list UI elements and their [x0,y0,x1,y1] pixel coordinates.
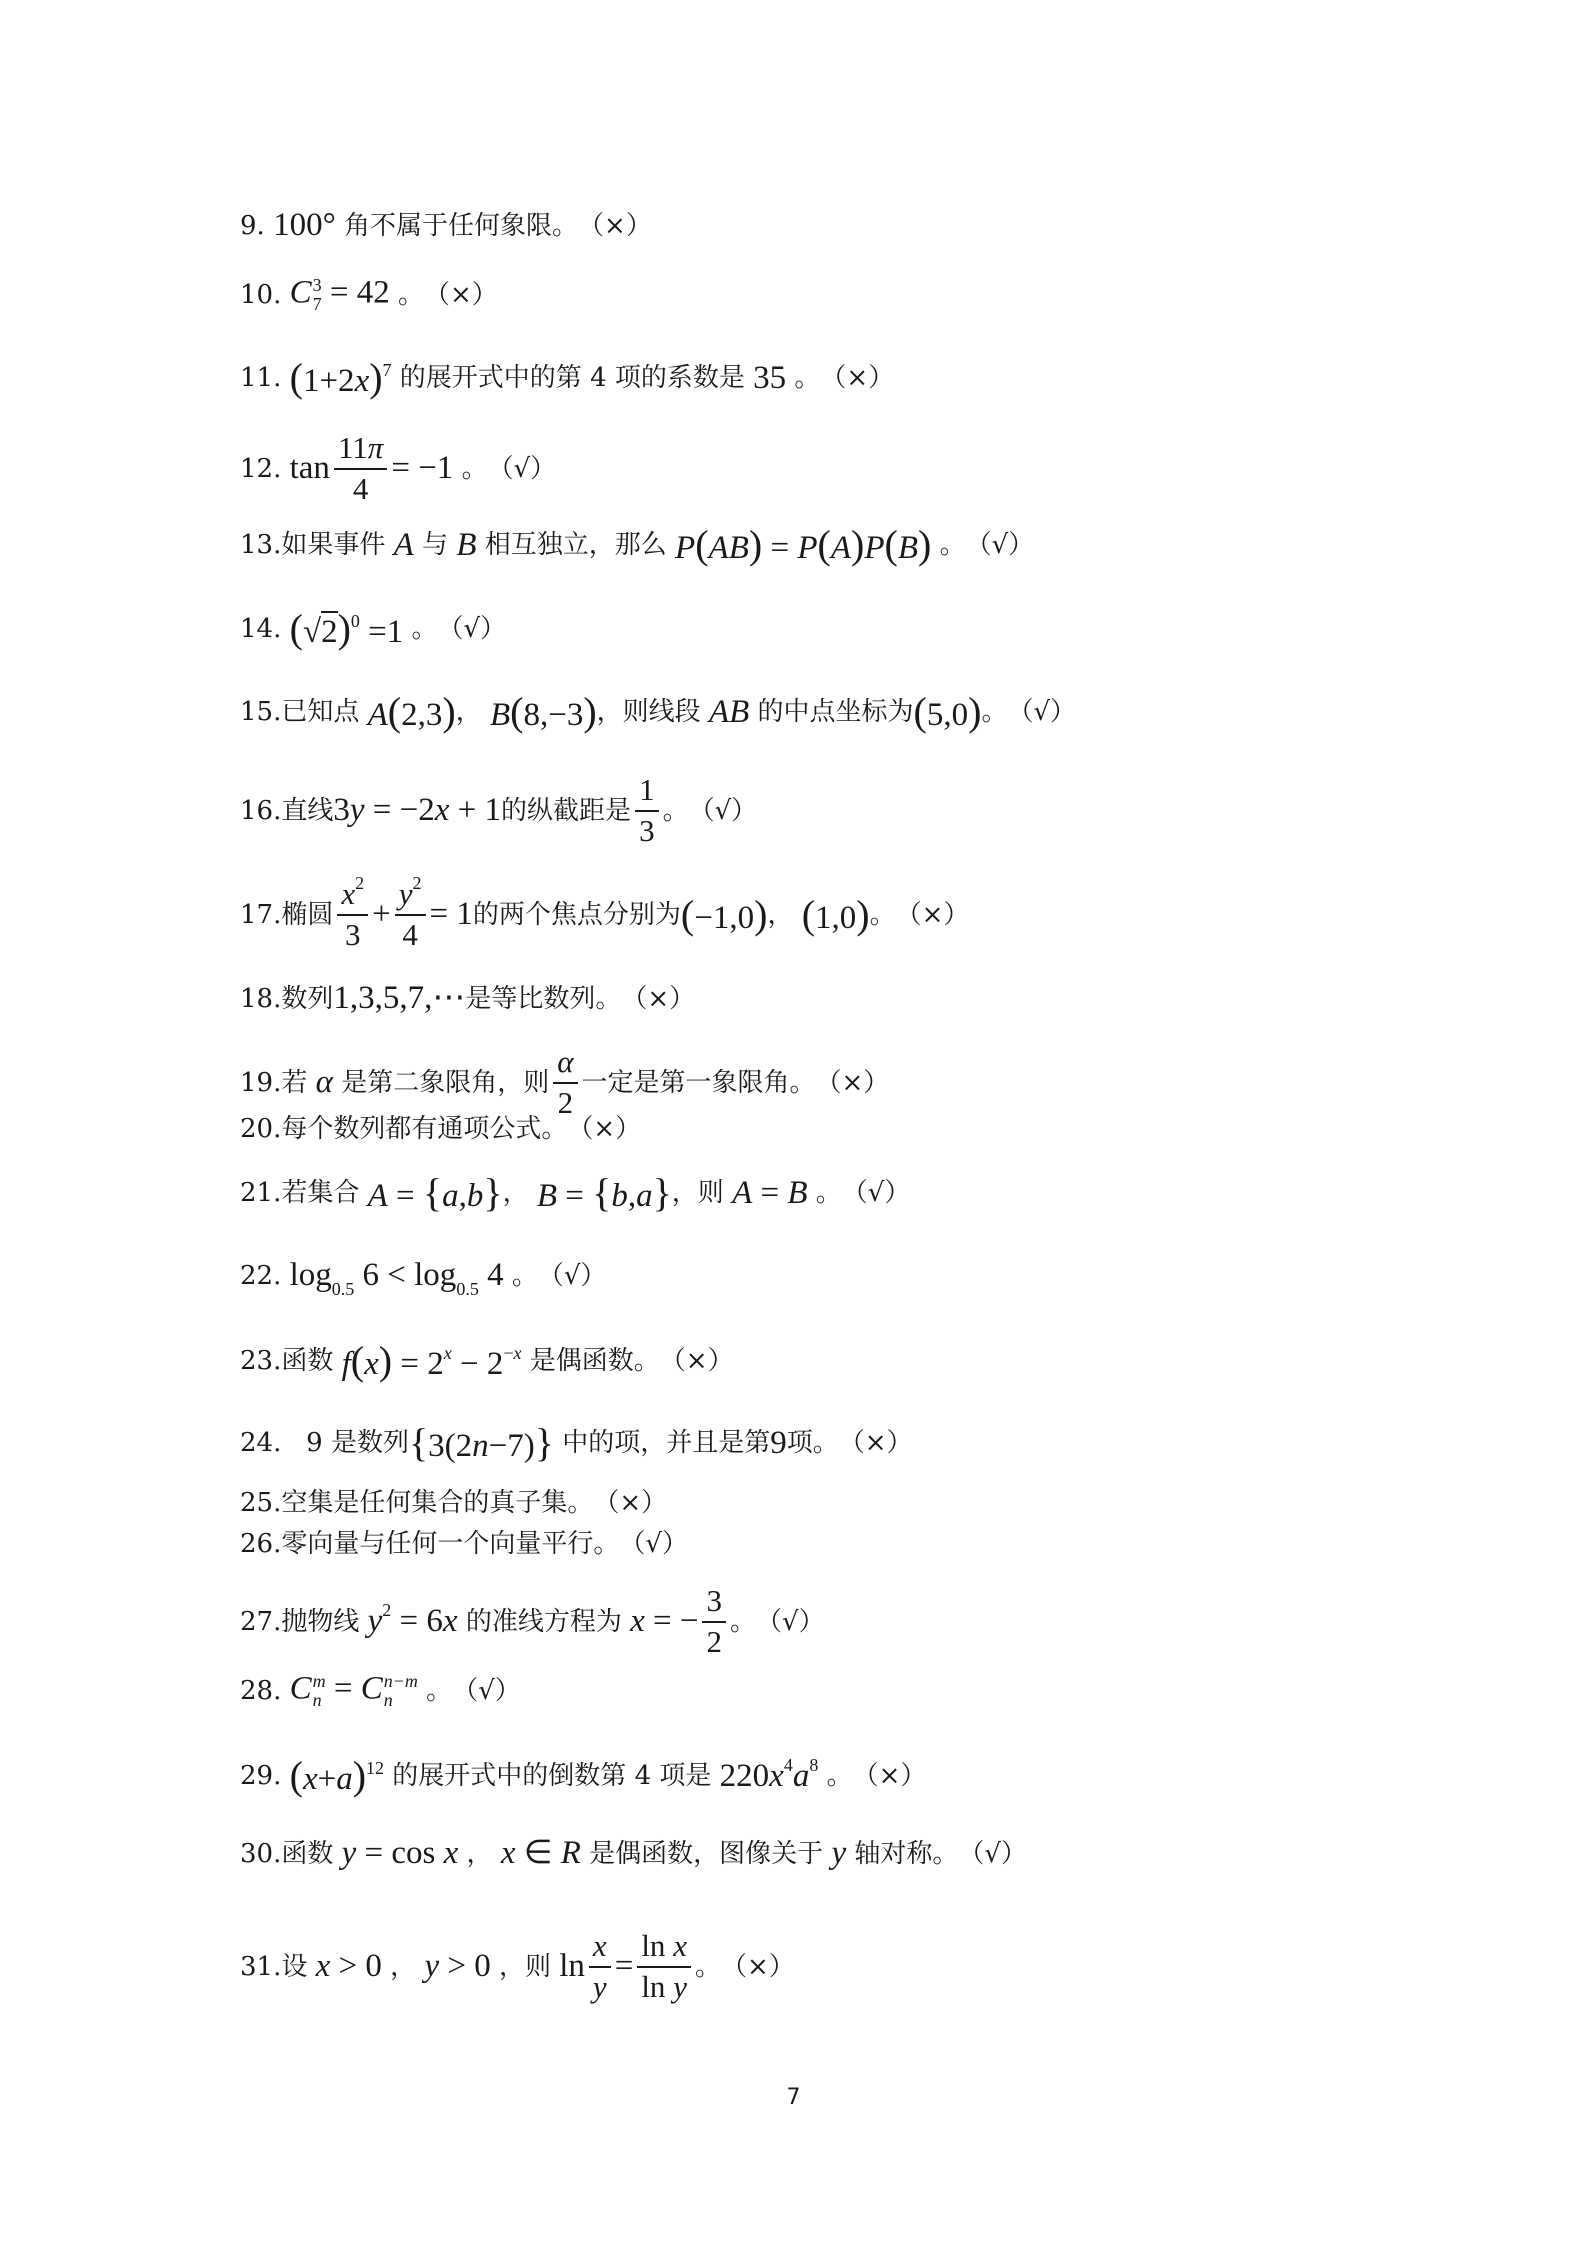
item-19: 19. 若 α 是第二象限角，则 $\frac{\alpha}{2}$ 一定是第一象限角。 （×） [240,1044,890,1120]
item-16: 16. 直线 3y = −2x + 1 的纵截距是 $\frac{1}{3}$ 。 （√） [240,772,758,848]
item-22: 22. $\log_{0.5} 6 < \log_{0.5} 4$ 。 （√） [240,1257,607,1299]
item-26: 26. 零向量与任何一个向量平行。 （√） [240,1529,688,1559]
item-24: 24. 9 是数列 {3(2n−7)} 中的项，并且是第 9 项。 （×） [240,1420,913,1465]
item-28: 28. C m n = C n−m n 。 （√） [240,1670,521,1710]
item-9: 9. 100° 角不属于任何象限。 （×） [240,207,652,243]
item-25: 25. 空集是任何集合的真子集。 （×） [240,1488,668,1518]
item-27: 27. 抛物线 $y^2 = 6x$ 的准线方程为 x = − $\frac{3}{2}$ 。 （√） [240,1583,825,1659]
item-18: 18. 数列 1,3,5,7,⋯ 是等比数列。 （×） [240,980,696,1016]
item-29: 29. $(x+a)^{12}$ 的展开式中的倒数第 4 项是 $220x^4a^8$ 。 （×） [240,1753,927,1798]
item-20: 20. 每个数列都有通项公式。 （×） [240,1114,642,1144]
item-23: 23. 函数 $f(x) = 2^x - 2^{-x}$ 是偶函数。 （×） [240,1338,734,1383]
item-21: 21. 若集合 A = {a,b} ， B = {b,a} ，则 A = B 。 （√） [240,1170,911,1215]
page-number: 7 [786,2085,801,2110]
item-17: 17. 椭圆 $\frac{x^2}{3}$ + $\frac{y^2}{4}$ = 1 的两个焦点分别为 (−1,0) ， (1,0) 。 （×） [240,873,970,952]
item-11: 11. $(1+2x)^7$ 的展开式中的第 4 项的系数是 35 。 （×） [240,355,895,400]
item-15: 15. 已知点 A(2,3) ， B(8,−3) ，则线段 AB 的中点坐标为 (5,0) 。 （√） [240,689,1077,734]
item-14: 14. $(√2)^0 =1$ 。 （√） [240,606,507,651]
item-30: 30. 函数 y = cos x ， x ∈ R 是偶函数，图像关于 y 轴对称。 （√） [240,1835,1027,1871]
item-31: 31. 设 x > 0 ， y > 0 ，则 ln $\frac{x}{y}$ = $\frac{\text{ln x}}{\text{ln y}}$ 。 （×） [240,1928,795,2004]
item-10: 10. C 3 7 = 42 。 （×） [240,274,498,314]
item-12: 12. tan $\frac{11\pi}{4}$ = −1 。 （√） [240,430,557,506]
item-13: 13. 如果事件 A 与 B 相互独立，那么 P(AB) = P(A)P(B) 。 （√） [240,522,1035,567]
